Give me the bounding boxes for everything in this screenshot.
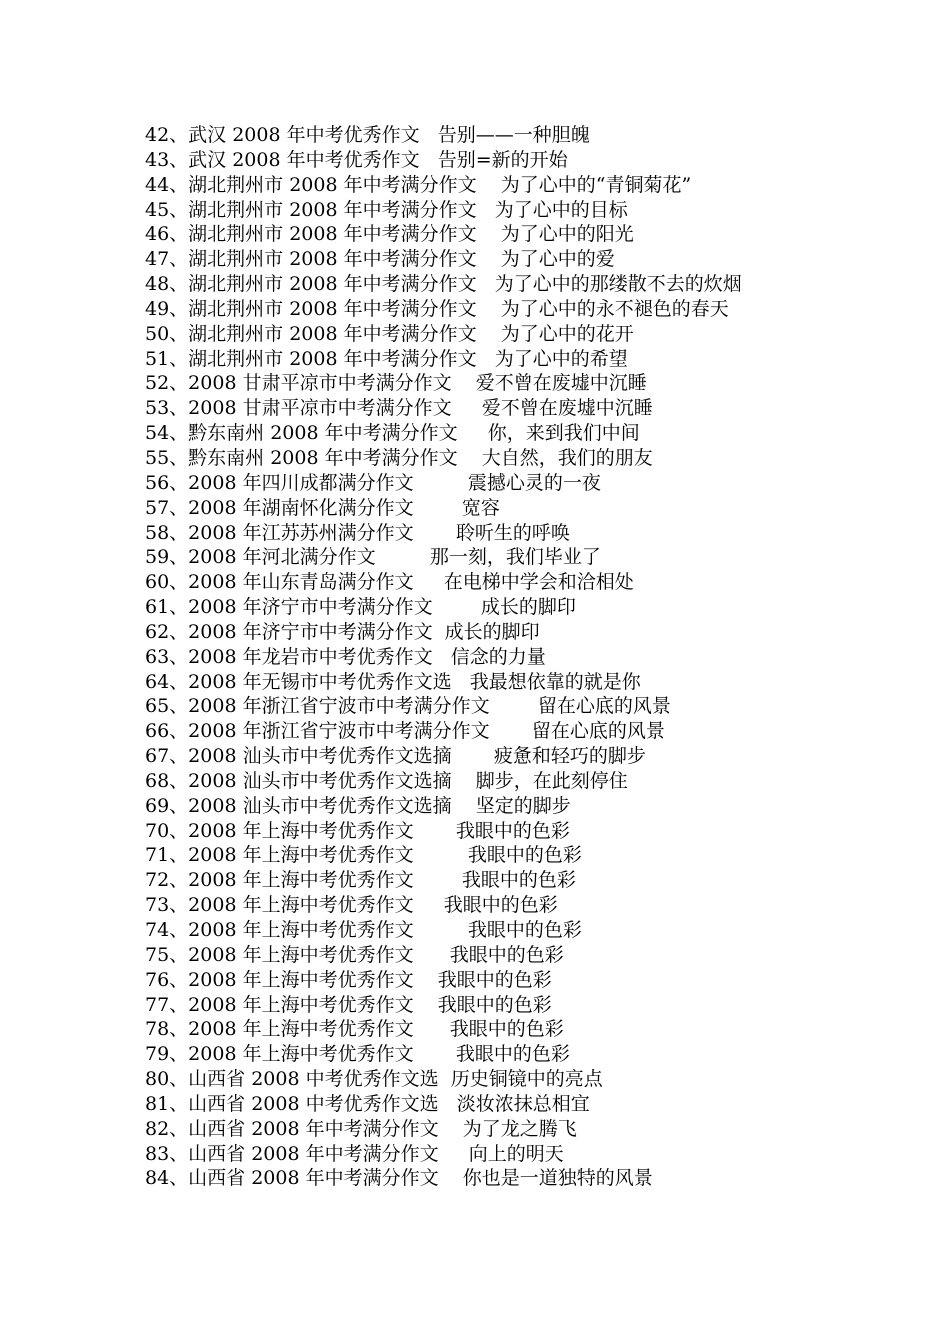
list-item: 48、湖北荆州市 2008 年中考满分作文 为了心中的那缕散不去的炊烟 [145, 273, 742, 296]
list-item: 42、武汉 2008 年中考优秀作文 告别——一种胆魄 [145, 124, 590, 146]
list-item: 50、湖北荆州市 2008 年中考满分作文 为了心中的花开 [145, 322, 634, 345]
list-item: 81、山西省 2008 中考优秀作文选 淡妆浓抹总相宜 [145, 1092, 590, 1115]
list-item: 54、黔东南州 2008 年中考满分作文 你，来到我们中间 [145, 422, 640, 445]
list-item: 43、武汉 2008 年中考优秀作文 告别=新的开始 [145, 148, 568, 171]
list-item: 64、2008 年无锡市中考优秀作文选 我最想依靠的就是你 [145, 670, 641, 693]
list-item: 65、2008 年浙江省宁波市中考满分作文 留在心底的风景 [145, 695, 671, 718]
list-item: 58、2008 年江苏苏州满分作文 聆听生的呼唤 [145, 521, 570, 544]
list-item: 84、山西省 2008 年中考满分作文 你也是一道独特的风景 [145, 1167, 653, 1190]
list-item: 57、2008 年湖南怀化满分作文 宽容 [145, 496, 500, 519]
list-item: 60、2008 年山东青岛满分作文 在电梯中学会和洽相处 [145, 571, 634, 594]
list-item: 74、2008 年上海中考优秀作文 我眼中的色彩 [145, 919, 582, 941]
list-item: 63、2008 年龙岩市中考优秀作文 信念的力量 [145, 645, 546, 668]
list-item: 76、2008 年上海中考优秀作文 我眼中的色彩 [145, 968, 552, 991]
list-item: 59、2008 年河北满分作文 那一刻，我们毕业了 [145, 546, 601, 569]
essay-list [145, 123, 815, 1191]
list-item: 66、2008 年浙江省宁波市中考满分作文 留在心底的风景 [145, 720, 665, 743]
list-item: 49、湖北荆州市 2008 年中考满分作文 为了心中的永不褪色的春天 [145, 297, 729, 320]
list-item: 62、2008 年济宁市中考满分作文 成长的脚印 [145, 620, 540, 643]
list-item: 69、2008 汕头市中考优秀作文选摘 坚定的脚步 [145, 794, 571, 817]
list-item: 51、湖北荆州市 2008 年中考满分作文 为了心中的希望 [145, 347, 628, 370]
list-item: 56、2008 年四川成都满分作文 震撼心灵的一夜 [145, 471, 601, 494]
list-item: 61、2008 年济宁市中考满分作文 成长的脚印 [145, 596, 576, 619]
list-item: 73、2008 年上海中考优秀作文 我眼中的色彩 [145, 894, 558, 917]
list-item: 72、2008 年上海中考优秀作文 我眼中的色彩 [145, 869, 576, 892]
list-item: 70、2008 年上海中考优秀作文 我眼中的色彩 [145, 819, 570, 842]
list-item: 46、湖北荆州市 2008 年中考满分作文 为了心中的阳光 [145, 223, 634, 246]
list-item: 47、湖北荆州市 2008 年中考满分作文 为了心中的爱 [145, 248, 615, 271]
list-item: 83、山西省 2008 年中考满分作文 向上的明天 [145, 1142, 564, 1165]
list-item: 52、2008 甘肃平凉市中考满分作文 爱不曾在废墟中沉睡 [145, 372, 647, 395]
list-item: 77、2008 年上海中考优秀作文 我眼中的色彩 [145, 993, 552, 1016]
list-item: 79、2008 年上海中考优秀作文 我眼中的色彩 [145, 1043, 570, 1066]
list-item: 82、山西省 2008 年中考满分作文 为了龙之腾飞 [145, 1117, 577, 1140]
list-item: 75、2008 年上海中考优秀作文 我眼中的色彩 [145, 943, 564, 966]
list-item: 55、黔东南州 2008 年中考满分作文 大自然，我们的朋友 [145, 446, 653, 469]
list-item: 78、2008 年上海中考优秀作文 我眼中的色彩 [145, 1018, 564, 1041]
list-item: 67、2008 汕头市中考优秀作文选摘 疲惫和轻巧的脚步 [145, 745, 646, 768]
list-item: 53、2008 甘肃平凉市中考满分作文 爱不曾在废墟中沉睡 [145, 397, 653, 420]
list-item: 80、山西省 2008 中考优秀作文选 历史铜镜中的亮点 [145, 1068, 603, 1091]
list-item: 71、2008 年上海中考优秀作文 我眼中的色彩 [145, 844, 582, 867]
list-item: 44、湖北荆州市 2008 年中考满分作文 为了心中的“青铜菊花” [145, 173, 692, 196]
list-item: 45、湖北荆州市 2008 年中考满分作文 为了心中的目标 [145, 198, 628, 221]
list-item: 68、2008 汕头市中考优秀作文选摘 脚步，在此刻停住 [145, 769, 628, 792]
